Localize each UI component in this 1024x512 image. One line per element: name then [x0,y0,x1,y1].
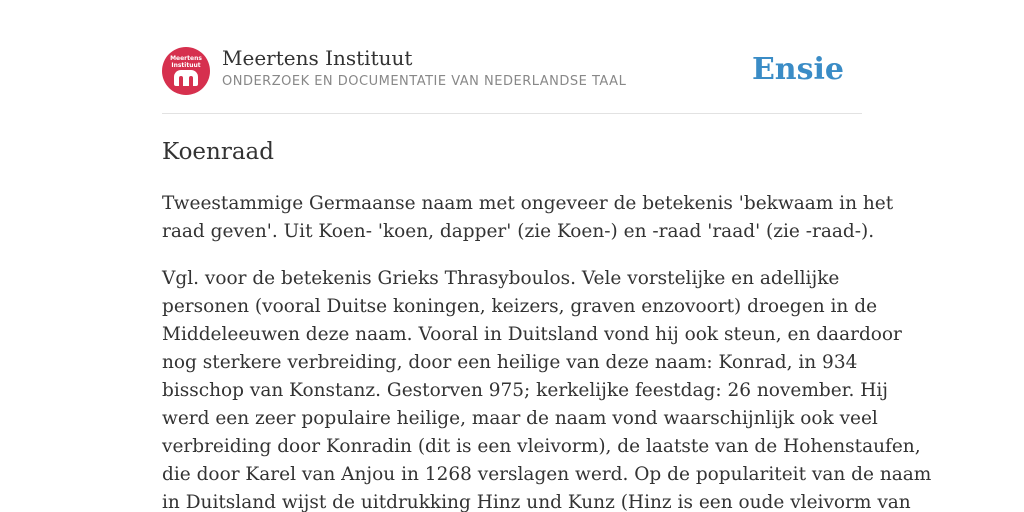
article-paragraph-2 [162,265,932,512]
paragraph-line: personen (vooral Duitse koningen, keizers, graven enzovoort) droegen in de [162,296,878,317]
paragraph-line: die door Karel van Anjou in 1268 verslagen werd. Op de populariteit van de naam [162,464,932,485]
org-name[interactable]: Meertens Instituut [222,46,413,70]
article-title: Koenraad [162,139,274,165]
header-divider [162,113,862,114]
paragraph-line: Vgl. voor de betekenis Grieks Thrasyboulos. Vele vorstelijke en adellijke [162,268,840,289]
paragraph-line: werd een zeer populaire heilige, maar de naam vond waarschijnlijk ook veel [162,408,878,429]
logo-text-line2: Instituut [171,62,201,69]
ensie-brand-link[interactable]: Ensie [751,52,844,87]
paragraph-line: nog sterkere verbreiding, door een heilige van deze naam: Konrad, in 934 [162,352,858,373]
org-subtitle: ONDERZOEK EN DOCUMENTATIE VAN NEDERLANDSE TAAL [222,74,627,89]
logo-text-line1: Meertens [170,55,202,62]
paragraph-line: bisschop van Konstanz. Gestorven 975; kerkelijke feestdag: 26 november. Hij [162,380,889,401]
article-paragraph-1 [162,190,894,246]
logo-m-icon [174,70,198,86]
meertens-logo[interactable] [162,47,210,95]
paragraph-line: Tweestammige Germaanse naam met ongeveer de betekenis 'bekwaam in het [162,193,894,214]
paragraph-line: Middeleeuwen deze naam. Vooral in Duitsland vond hij ook steun, en daardoor [162,324,902,345]
site-header [162,46,862,96]
paragraph-line: raad geven'. Uit Koen- 'koen, dapper' (zie Koen-) en -raad 'raad' (zie -raad-). [162,221,875,242]
paragraph-line: in Duitsland wijst de uitdrukking Hinz und Kunz (Hinz is een oude vleivorm van [162,492,911,512]
paragraph-line: verbreiding door Konradin (dit is een vleivorm), de laatste van de Hohenstaufen, [162,436,921,457]
